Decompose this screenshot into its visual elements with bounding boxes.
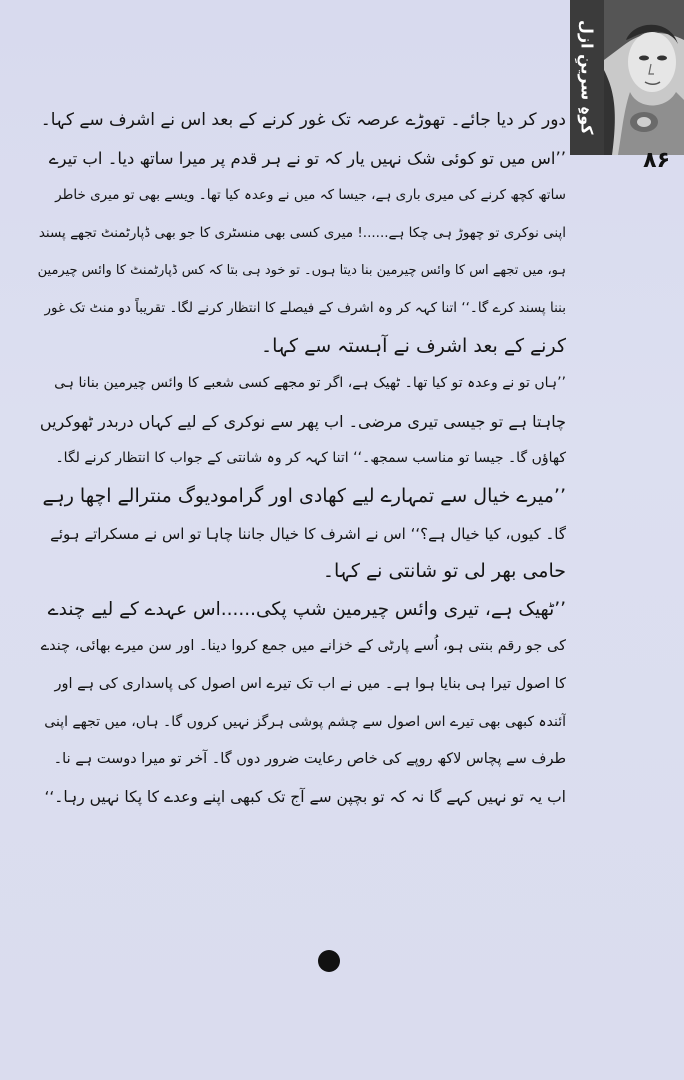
text-line: حامی بھر لی تو شانتی نے کہا۔	[322, 560, 566, 583]
text-line: ساتھ کچھ کرنے کی میری باری ہے، جیسا کہ میں نے وعدہ کیا تھا۔ ویسے بھی تو میری خاطر	[55, 187, 566, 204]
text-line: اب یہ تو نہیں کہے گا نہ کہ تو بچپن سے آج تک کبھی اپنے وعدے کا پکا نہیں رہا۔‘‘	[44, 787, 566, 806]
text-line: کھاؤں گا۔ جیسا تو مناسب سمجھ۔‘‘ اتنا کہہ کر وہ شانتی کے جواب کا انتظار کرنے لگا۔	[55, 450, 566, 467]
text-line: آئندہ کبھی بھی تیرے اس اصول سے چشم پوشی ہرگز نہیں کروں گا۔ ہاں، میں تجھے اپنی	[44, 713, 566, 730]
text-line: ’’ہاں تو نے وعدہ تو کیا تھا۔ ٹھیک ہے، اگر تو مجھے کسی شعبے کا وائس چیرمین بنانا ہی	[54, 375, 566, 392]
header-strip	[570, 0, 684, 155]
text-line: کرنے کے بعد اشرف نے آہستہ سے کہا۔	[260, 334, 566, 357]
text-line: دور کر دیا جائے۔ تھوڑے عرصہ تک غور کرنے کے بعد اس نے اشرف سے کہا۔	[40, 110, 566, 130]
body-text	[38, 102, 566, 816]
page-number: ۸۶	[643, 148, 670, 173]
text-line: اپنی نوکری تو چھوڑ ہی چکا ہے......! میری کسی بھی منسٹری کا جو بھی ڈپارٹمنٹ تجھے پسند	[38, 224, 566, 241]
text-line: ہو، میں تجھے اس کا وائس چیرمین بنا دیتا ہوں۔ تو خود ہی بتا کہ کس ڈپارٹمنٹ کا وائس چیرمین	[38, 263, 566, 279]
text-line: بننا پسند کرے گا۔‘‘ اتنا کہہ کر وہ اشرف کے فیصلے کا انتظار کرنے لگا۔ تقریباً دو منٹ تک غور	[44, 299, 566, 316]
text-line: ’’میرے خیال سے تمہارے لیے کھادی اور گرامودیوگ منترالے اچھا رہے	[42, 484, 566, 507]
text-line: طرف سے پچاس لاکھ روپے کی خاص رعایت ضرور دوں گا۔ آخر تو میرا دوست ہے نا۔	[53, 751, 566, 768]
text-line: چاہتا ہے تو جیسی تیری مرضی۔ اب پھر سے نوکری کے لیے کہاں دربدر ٹھوکریں	[39, 411, 566, 431]
book-title: کوہِ سرینِ ازل	[577, 20, 597, 135]
text-line: کا اصول تیرا ہی بنایا ہوا ہے۔ میں نے اب تک تیرے اس اصول کی پاسداری کی ہے اور	[54, 675, 566, 692]
portrait-illustration	[604, 0, 684, 155]
text-line: کی جو رقم بنتی ہو، اُسے پارٹی کے خزانے میں جمع کروا دینا۔ اور سن میرے بھائی، چندے	[40, 638, 566, 655]
section-end-dot	[318, 950, 340, 972]
text-line: ’’ٹھیک ہے، تیری وائس چیرمین شپ پکی......اس عہدے کے لیے چندے	[47, 598, 566, 620]
header-title-band	[570, 0, 604, 155]
text-line: گا۔ کیوں، کیا خیال ہے؟‘‘ اس نے اشرف کا خیال جاننا چاہا تو اس نے مسکراتے ہوئے	[50, 524, 566, 543]
text-line: ’’اس میں تو کوئی شک نہیں یار کہ تو نے ہر قدم پر میرا ساتھ دیا۔ اب تیرے	[48, 148, 566, 168]
